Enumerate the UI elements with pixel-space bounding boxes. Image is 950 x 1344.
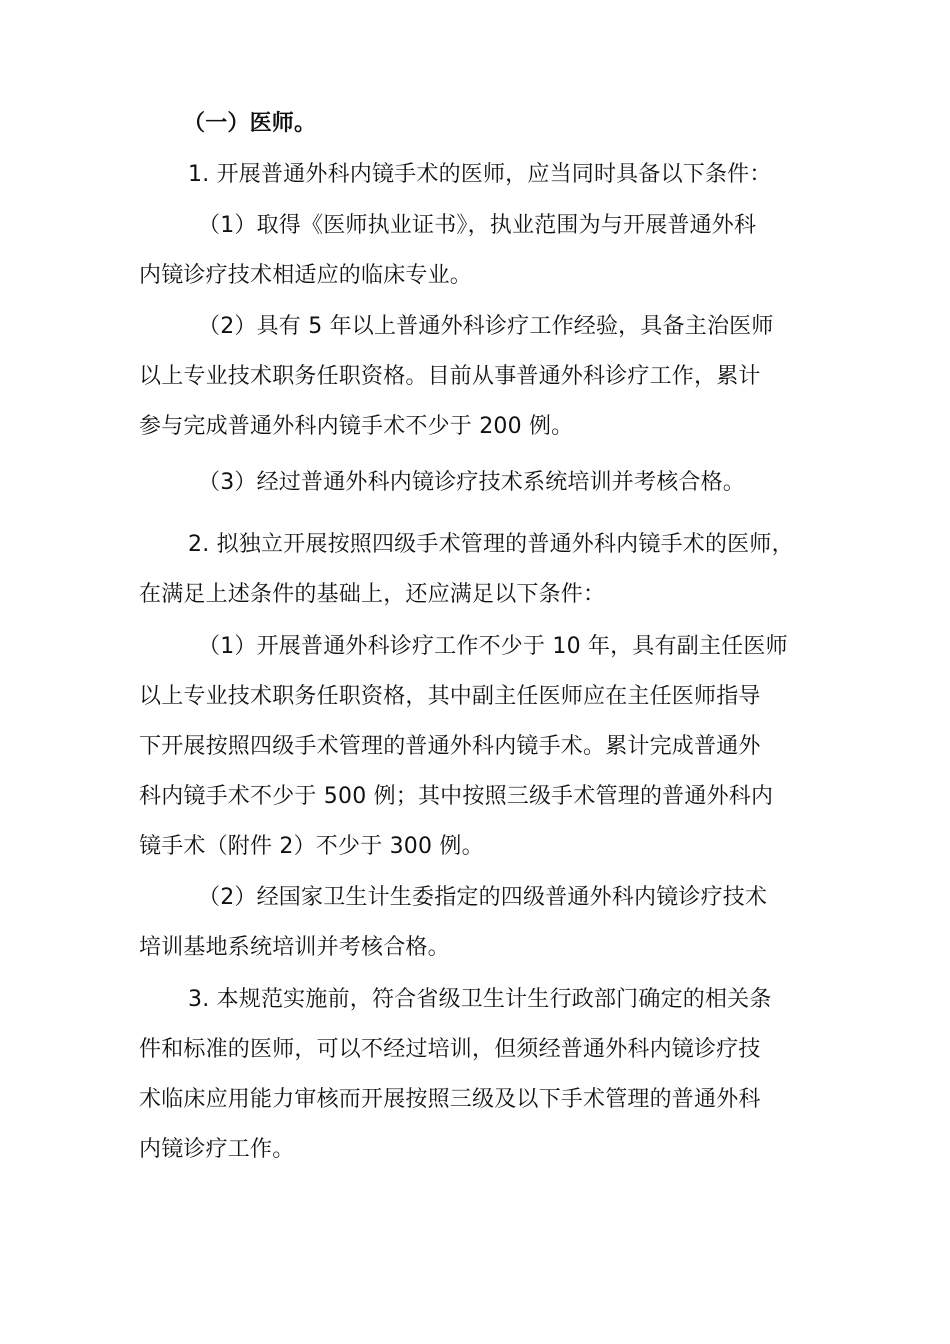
item1-sub2-line1: （2）具有 5 年以上普通外科诊疗工作经验，具备主治医师: [198, 314, 774, 339]
section-heading: （一）医师。: [183, 111, 317, 136]
item1-sub1-line2: 内镜诊疗技术相适应的临床专业。: [139, 263, 473, 288]
item1-intro: 1. 开展普通外科内镜手术的医师，应当同时具备以下条件：: [188, 162, 772, 187]
item2-sub2-line2: 培训基地系统培训并考核合格。: [139, 935, 450, 960]
item3-line4: 内镜诊疗工作。: [139, 1137, 295, 1162]
item3-line3: 术临床应用能力审核而开展按照三级及以下手术管理的普通外科: [139, 1087, 761, 1112]
item2-intro-line1: 2. 拟独立开展按照四级手术管理的普通外科内镜手术的医师，: [188, 532, 794, 557]
item2-sub2-line1: （2）经国家卫生计生委指定的四级普通外科内镜诊疗技术: [198, 885, 768, 910]
item2-sub1-line5: 镜手术（附件 2）不少于 300 例。: [139, 834, 484, 859]
item2-sub1-line4: 科内镜手术不少于 500 例；其中按照三级手术管理的普通外科内: [139, 784, 774, 809]
item2-sub1-line1: （1）开展普通外科诊疗工作不少于 10 年，具有副主任医师: [198, 634, 788, 659]
item2-intro-line2: 在满足上述条件的基础上，还应满足以下条件：: [139, 582, 606, 607]
item1-sub3: （3）经过普通外科内镜诊疗技术系统培训并考核合格。: [198, 470, 745, 495]
item2-sub1-line2: 以上专业技术职务任职资格，其中副主任医师应在主任医师指导: [139, 684, 761, 709]
item1-sub2-line2: 以上专业技术职务任职资格。目前从事普通外科诊疗工作，累计: [139, 364, 761, 389]
item3-line2: 件和标准的医师，可以不经过培训，但须经普通外科内镜诊疗技: [139, 1037, 761, 1062]
item1-sub1-line1: （1）取得《医师执业证书》，执业范围为与开展普通外科: [198, 213, 757, 238]
item1-sub2-line3: 参与完成普通外科内镜手术不少于 200 例。: [139, 414, 574, 439]
item3-line1: 3. 本规范实施前，符合省级卫生计生行政部门确定的相关条: [188, 987, 772, 1012]
item2-sub1-line3: 下开展按照四级手术管理的普通外科内镜手术。累计完成普通外: [139, 734, 761, 759]
